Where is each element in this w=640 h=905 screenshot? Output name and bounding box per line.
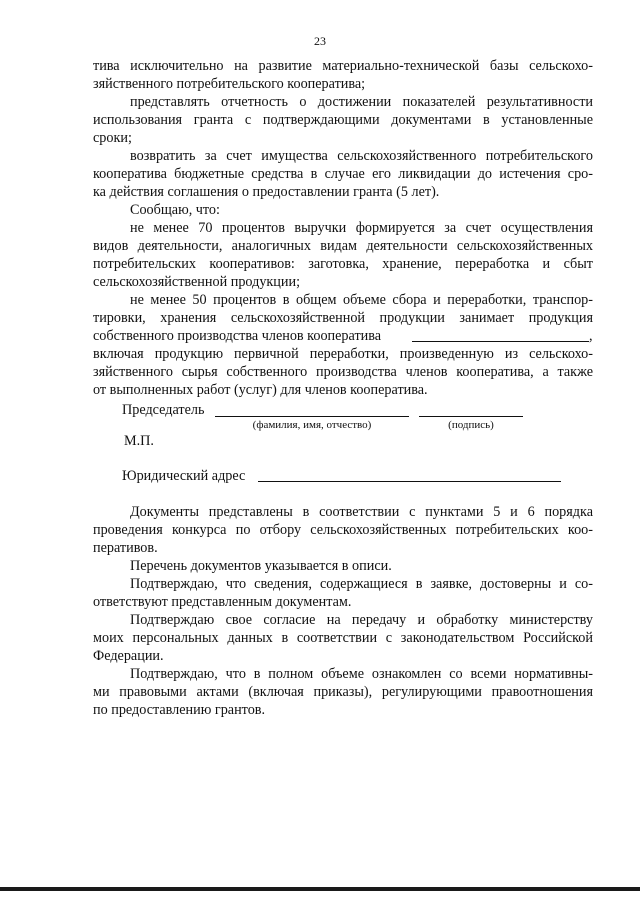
body-line: представлять отчетность о достижении показателей результативности xyxy=(130,94,593,110)
chairman-signature-line xyxy=(419,416,523,417)
body-line: тировки, хранения сельскохозяйственной продукции занимает продукция xyxy=(93,310,593,326)
chairman-label: Председатель xyxy=(122,402,205,418)
body-line: потребительских кооперативов: заготовка, хранение, переработка и сбыт xyxy=(93,256,593,272)
confirm-line: Подтверждаю, что сведения, содержащиеся в заявке, достоверны и со- xyxy=(130,576,593,592)
confirm-line: Подтверждаю свое согласие на передачу и обработку министерству xyxy=(130,612,593,628)
confirm-line: моих персональных данных в соответствии с законодательством Российской xyxy=(93,630,593,646)
address-line xyxy=(258,481,561,482)
body-line: не менее 50 процентов в общем объеме сбора и переработки, транспор- xyxy=(130,292,593,308)
body-line: сроки; xyxy=(93,130,132,146)
body-line: тива исключительно на развитие материально-технической базы сельскохо- xyxy=(93,58,593,74)
body-line: видов деятельности, аналогичных видам деятельности сельскохозяйственных xyxy=(93,238,593,254)
confirm-line: перативов. xyxy=(93,540,158,556)
confirm-line: проведения конкурса по отбору сельскохозяйственных потребительских коо- xyxy=(93,522,593,538)
bottom-rule xyxy=(0,887,640,891)
member-products-blank xyxy=(412,341,589,342)
body-line: зяйственного потребительского кооператива; xyxy=(93,76,366,92)
confirm-line: Перечень документов указывается в описи. xyxy=(130,558,392,574)
confirm-line: Федерации. xyxy=(93,648,164,664)
body-line: Сообщаю, что: xyxy=(130,202,220,218)
body-line: возвратить за счет имущества сельскохозяйственного потребительского xyxy=(130,148,593,164)
confirm-line: ми правовыми актами (включая приказы), регулирующими правоотношения xyxy=(93,684,593,700)
body-line: от выполненных работ (услуг) для членов кооператива. xyxy=(93,382,428,398)
name-caption: (фамилия, имя, отчество) xyxy=(252,419,372,431)
body-line: включая продукцию первичной переработки, произведенную из сельскохо- xyxy=(93,346,593,362)
body-line: ка действия соглашения о предоставлении гранта (5 лет). xyxy=(93,184,440,200)
signature-caption: (подпись) xyxy=(448,419,494,431)
body-line-comma: , xyxy=(589,328,593,344)
body-line: собственного производства членов кооператива xyxy=(93,328,382,344)
address-label: Юридический адрес xyxy=(122,468,246,484)
confirm-line: по предоставлению грантов. xyxy=(93,702,266,718)
page-number: 23 xyxy=(314,34,326,48)
body-line: сельскохозяйственной продукции; xyxy=(93,274,301,290)
confirm-line: Документы представлены в соответствии с пунктами 5 и 6 порядка xyxy=(130,504,593,520)
chairman-name-line xyxy=(215,416,409,417)
body-line: не менее 70 процентов выручки формируется за счет осуществления xyxy=(130,220,593,236)
body-line: использования гранта с подтверждающими документами в установленные xyxy=(93,112,593,128)
body-line: кооператива бюджетные средства в случае его ликвидации до истечения сро- xyxy=(93,166,593,182)
confirm-line: Подтверждаю, что в полном объеме ознакомлен со всеми нормативны- xyxy=(130,666,593,682)
confirm-line: ответствуют представленным документам. xyxy=(93,594,352,610)
body-line: зяйственного сырья собственного производства членов кооператива, а также xyxy=(93,364,593,380)
seal-label: М.П. xyxy=(124,433,154,449)
